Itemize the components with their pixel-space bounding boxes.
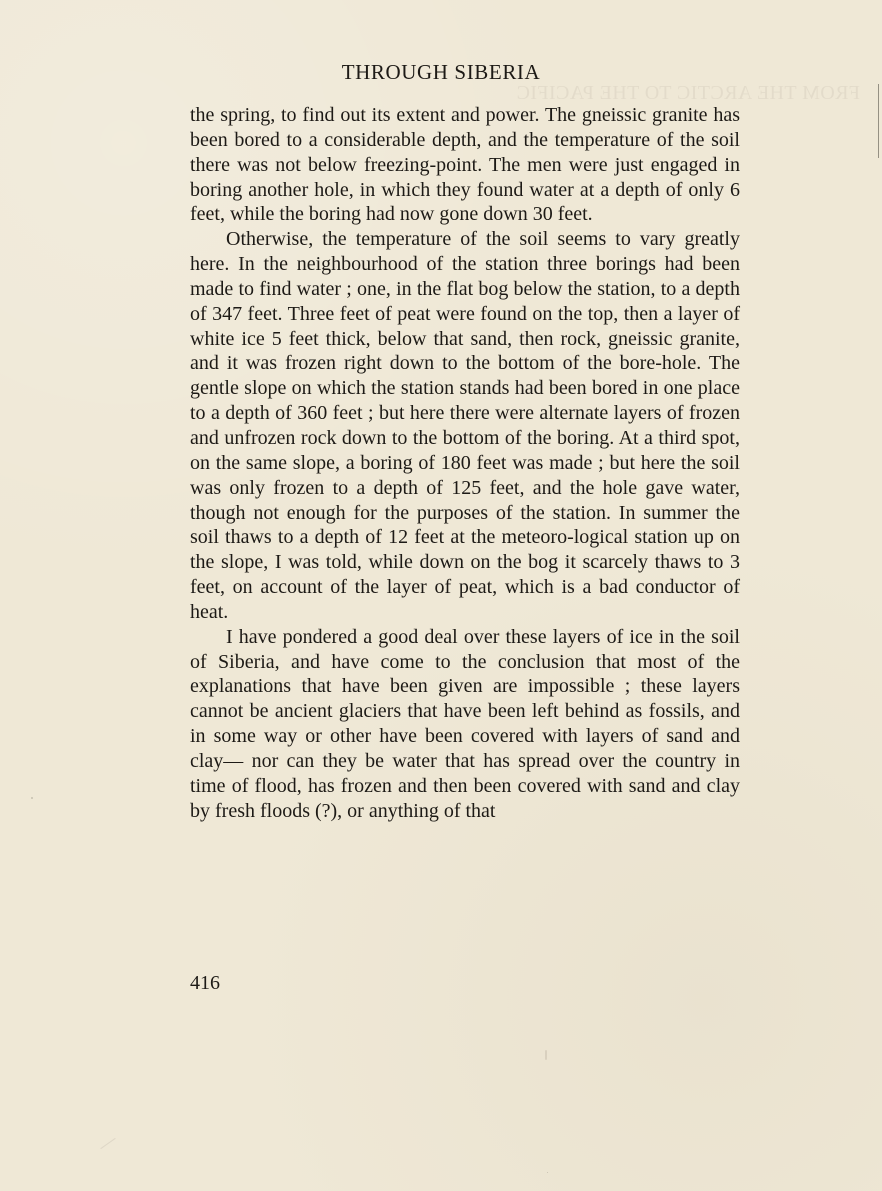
paragraph-2: Otherwise, the temperature of the soil seems to vary greatly here. In the neighbourhood of the station three borings had been made to find water ; one, in the flat bog below the station, to a depth of 347 feet. Three feet of peat were found on the top, then a layer of white ice 5 feet thick, below that sand, then rock, gneissic granite, and it was frozen right down to the bottom of the bore-hole. The gentle slope on which the station stands had been bored in one place to a depth of 360 feet ; but here there were alternate layers of frozen and unfrozen rock down to the bottom of the boring. At a third spot, on the same slope, a boring of 180 feet was made ; but here the soil was only frozen to a depth of 125 feet, and the hole gave water, though not enough for the purposes of the station. In summer the soil thaws to a depth of 12 feet at the meteoro-logical station up on the slope, I was told, while down on the bog it scarcely thaws to 3 feet, on account of the layer of peat, which is a bad conductor of heat.: [190, 228, 740, 623]
paragraph-3: I have pondered a good deal over these layers of ice in the soil of Siberia, and have come to the conclusion that most of the explanations that have been given are impossible ; these layers cannot be ancient glaciers that have been left behind as fossils, and in some way or other have been covered with layers of sand and clay— nor can they be water that has spread over the country in time of flood, has frozen and then been covered with sand and clay by fresh floods (?), or anything of that: [190, 625, 740, 822]
paragraph-1: the spring, to find out its extent and power. The gneissic granite has been bored to a considerable depth, and the temperature of the soil there was not below freezing-point. The men were just engaged in boring another hole, in which they found water at a depth of only 6 feet, while the boring had now gone down 30 feet.: [190, 104, 740, 226]
paper-speck: [545, 1050, 547, 1060]
paper-mark: [100, 1138, 115, 1149]
paper-speck: [547, 1172, 548, 1173]
binding-edge-line: [878, 84, 879, 158]
paper-speck: [31, 797, 33, 799]
show-through-text: FROM THE ARCTIC TO THE PACIFIC: [516, 82, 860, 104]
page-number: 416: [190, 972, 220, 994]
page-text-block: [190, 103, 740, 823]
running-header: THROUGH SIBERIA: [341, 60, 541, 84]
